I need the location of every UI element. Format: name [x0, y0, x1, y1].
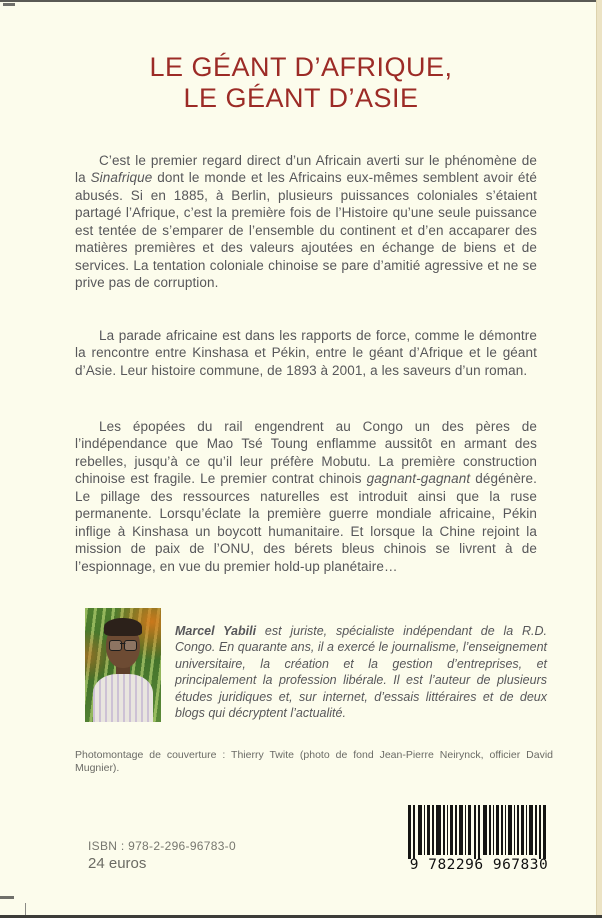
- book-title: [0, 52, 602, 114]
- synopsis-paragraph-1: [75, 152, 537, 292]
- page-right-edge: [596, 0, 602, 918]
- author-name: Marcel Yabili: [175, 623, 257, 638]
- synopsis-p1-text-cont: dont le monde et les Africains eux-mêmes semblent avoir été abusés. Si en 1885, à Berlin, plusieurs puissances coloniales s’étaient partagé l’Afrique, c’est la première fois de l’Histoire qu’une seule puissance est tentée de s’emparer de l’ensemble du continent et d’en accaparer des matières premières et des valeurs ajoutées en échange de biens et de services. La tentation coloniale chinoise se pare d’amitié agressive et ne se prive pas de corruption.: [75, 170, 537, 290]
- synopsis-p1-text: C’est le premier regard direct d’un Africain averti sur le phénomène de la: [75, 152, 537, 185]
- author-bio: [175, 623, 547, 723]
- barcode-bars: [408, 805, 550, 859]
- barcode: [408, 805, 550, 877]
- synopsis-p3-text: Les épopées du rail engendrent au Congo un des pères de l’indépendance que Mao Tsé Toung enflamme aussitôt en armant des rebelles, jusqu’à ce qu’il leur préfère Mobutu. La première construction chinoise est fragile. Le premier contrat chinois: [75, 418, 537, 486]
- synopsis-p3-text-cont: dégénère. Le pillage des ressources naturelles est introduit ainsi que la ruse permanente. Lorsqu’éclate la première guerre mondiale africaine, Pékin inflige à Kinshasa un boycott humanitaire. Et lorsque la Chine rejoint la mission de paix de l’ONU, des bérets bleus chinois se livrent à de l’espionnage, en vue du premier hold-up planétaire…: [75, 471, 537, 574]
- page-top-edge: [0, 0, 602, 2]
- synopsis-p3-italic-term: gagnant-gagnant: [366, 471, 471, 486]
- author-photo-shirt: [93, 674, 153, 722]
- author-bio-text: est juriste, spécialiste indépendant de la R.D. Congo. En quarante ans, il a exercé le journalisme, l’enseignement universitaire, la création et la gestion d’entreprises, et principalement la profession libérale. Il est l’auteur de plusieurs études juridiques et, sur internet, d’essais littéraires et de deux blogs qui décryptent l’actualité.: [175, 623, 547, 721]
- book-title-line2: LE GÉANT D’ASIE: [183, 83, 419, 113]
- synopsis-paragraph-2: La parade africaine est dans les rapports de force, comme le démontre la rencontre entre Kinshasa et Pékin, entre le géant d’Afrique et le géant d’Asie. Leur histoire commune, de 1893 à 2001, a les saveurs d’un roman.: [75, 327, 537, 378]
- crop-mark-bottom-left: [0, 896, 14, 899]
- cover-photo-credit: Photomontage de couverture : Thierry Twite (photo de fond Jean-Pierre Neirynck, officier David Mugnier).: [75, 748, 553, 774]
- crop-mark-top-left: [3, 3, 15, 6]
- synopsis-p1-italic-term: Sinafrique: [90, 170, 153, 185]
- barcode-number: 9 782296 967830: [409, 857, 549, 873]
- price-label: 24 euros: [88, 855, 147, 872]
- book-title-line1: LE GÉANT D’AFRIQUE,: [149, 52, 453, 82]
- isbn-label: ISBN : 978-2-296-96783-0: [88, 839, 236, 853]
- synopsis-paragraph-3: [75, 418, 537, 576]
- author-photo-hair: [104, 618, 142, 636]
- author-photo: [85, 608, 161, 722]
- author-photo-glasses: [109, 640, 137, 649]
